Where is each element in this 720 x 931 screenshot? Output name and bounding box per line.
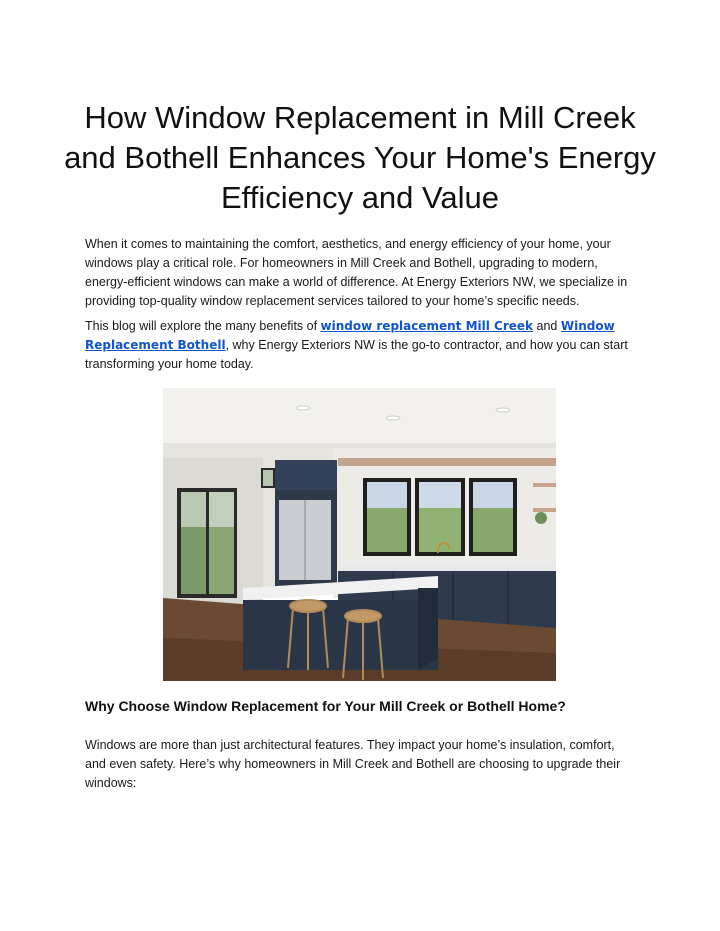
blog-prefix: This blog will explore the many benefits of (85, 319, 321, 333)
blog-suffix: , why Energy Exteriors NW is the go-to contractor, and how you can start transforming your home today. (85, 338, 628, 371)
blog-paragraph (85, 317, 637, 374)
link-window-replacement-mill-creek[interactable]: window replacement Mill Creek (320, 319, 534, 333)
blog-middle: and (533, 319, 561, 333)
page-title: How Window Replacement in Mill Creek and Bothell Enhances Your Home's Energy Efficiency and Value (64, 100, 656, 215)
kitchen-photo (163, 388, 556, 681)
link-window-replacement-bothell[interactable]: Window Replacement Bothell (85, 319, 615, 352)
section-heading: Why Choose Window Replacement for Your Mill Creek or Bothell Home? (85, 698, 566, 714)
section-body: Windows are more than just architectural features. They impact your home’s insulation, comfort, and even safety. Here’s why homeowners in Mill Creek and Bothell are choosing to upgrade their windows: (85, 738, 621, 790)
intro-paragraph: When it comes to maintaining the comfort, aesthetics, and energy efficiency of your home, your windows play a critical role. For homeowners in Mill Creek and Bothell, upgrading to modern, energy-efficient windows can make a world of difference. At Energy Exteriors NW, we specialize in providing top-quality window replacement services tailored to your home’s specific needs. (85, 237, 628, 308)
